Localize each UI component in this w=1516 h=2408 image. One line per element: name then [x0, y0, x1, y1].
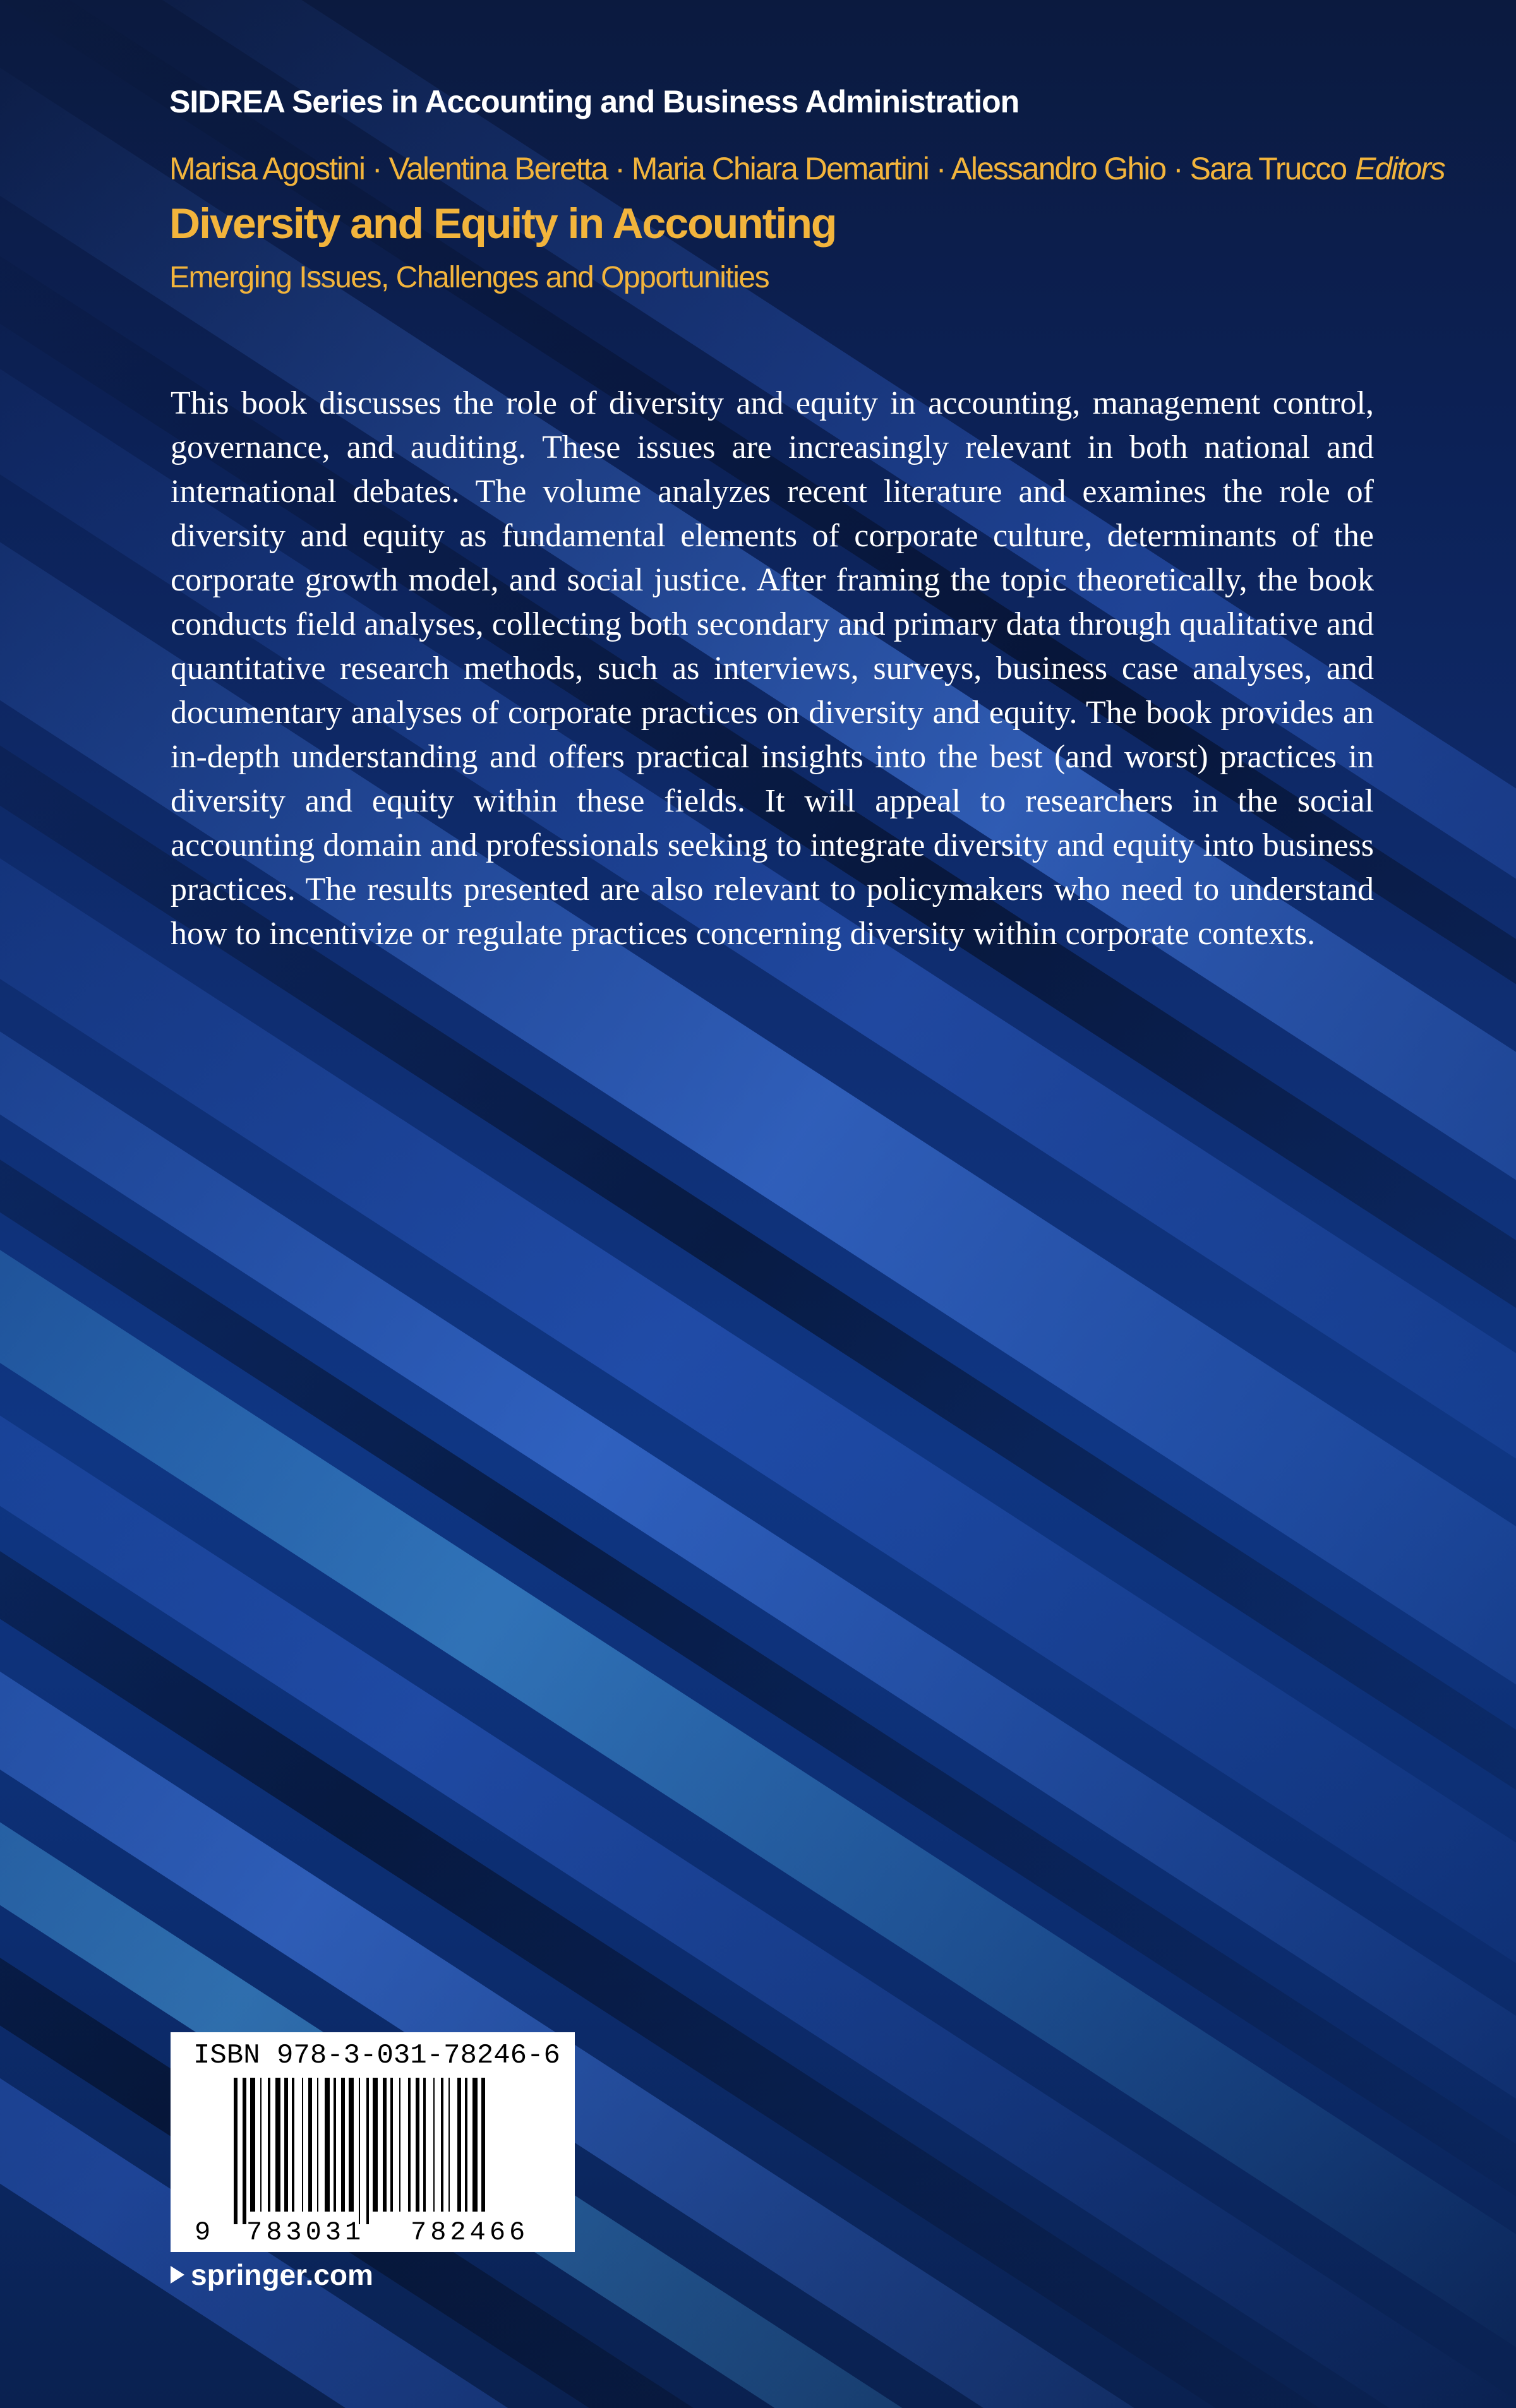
barcode-bar — [349, 2078, 354, 2212]
isbn-barcode-box — [171, 2032, 575, 2252]
barcode-bar — [292, 2078, 294, 2212]
editor-names: Marisa Agostini · Valentina Beretta · Maria Chiara Demartini · Alessandro Ghio · Sara Trucco — [169, 151, 1347, 186]
book-title: Diversity and Equity in Accounting — [169, 200, 836, 248]
publisher-link[interactable] — [171, 2258, 373, 2292]
barcode-bar — [268, 2078, 270, 2212]
publisher-url: springer.com — [191, 2258, 373, 2291]
barcode-bar — [448, 2078, 450, 2212]
barcode-bar — [234, 2078, 238, 2224]
barcode-bar — [325, 2078, 330, 2212]
barcode-bar — [481, 2078, 485, 2212]
barcode-bar — [399, 2078, 400, 2212]
barcode-bar — [260, 2078, 262, 2212]
barcode-bar — [334, 2078, 336, 2212]
barcode-bar — [472, 2078, 478, 2212]
barcode-digits-left: 783031 — [246, 2217, 365, 2248]
barcode-graphic — [171, 2032, 575, 2252]
barcode-bar — [457, 2078, 461, 2212]
barcode-digits-right: 782466 — [411, 2217, 529, 2248]
barcode-bar — [433, 2078, 435, 2212]
editors-line — [169, 150, 1496, 187]
barcode-bar — [284, 2078, 288, 2212]
barcode-bar — [359, 2078, 360, 2224]
barcode-bar — [275, 2078, 280, 2212]
isbn-label: ISBN 978-3-031-78246-6 — [193, 2040, 560, 2071]
barcode-bar — [341, 2078, 345, 2212]
barcode-bar — [390, 2078, 393, 2212]
book-description: This book discusses the role of diversity and equity in accounting, management control, governance, and auditing. These issues are increasingly relevant in both national and international debates. The volume analyzes recent literature and examines the role of diversity and equity as fundamental elements of corporate culture, determinants of the corporate growth model, and social justice. After framing the topic theoretically, the book conducts field analyses, collecting both secondary and primary data through qualitative and quantitative research methods, such as interviews, surveys, business case analyses, and documentary analyses of corporate practices on diversity and equity. The book provides an in-depth understanding and offers practical insights into the best (and worst) practices in diversity and equity within these fields. It will appeal to researchers in the social accounting domain and professionals seeking to integrate diversity and equity into business practices. The results presented are also relevant to policymakers who need to understand how to incentivize or regulate practices concerning diversity within corporate contexts. — [171, 385, 1374, 952]
barcode-bar — [317, 2078, 318, 2212]
barcode-bar — [441, 2078, 443, 2212]
barcode-digit-prefix: 9 — [195, 2217, 211, 2248]
barcode-bar — [416, 2078, 419, 2212]
barcode-bar — [366, 2078, 369, 2224]
barcode-bar — [408, 2078, 411, 2212]
barcode-bar — [302, 2078, 303, 2212]
barcode-bar — [423, 2078, 426, 2212]
book-subtitle: Emerging Issues, Challenges and Opportunities — [169, 261, 769, 294]
editors-role-label: Editors — [1355, 151, 1445, 186]
barcode-bar — [243, 2078, 246, 2224]
barcode-bar — [383, 2078, 387, 2212]
barcode-bar — [308, 2078, 312, 2212]
barcode-bar — [250, 2078, 255, 2212]
barcode-bar — [373, 2078, 378, 2212]
barcode-bar — [465, 2078, 467, 2212]
series-title: SIDREA Series in Accounting and Business Administration — [169, 84, 1020, 119]
triangle-arrow-icon — [171, 2266, 184, 2284]
